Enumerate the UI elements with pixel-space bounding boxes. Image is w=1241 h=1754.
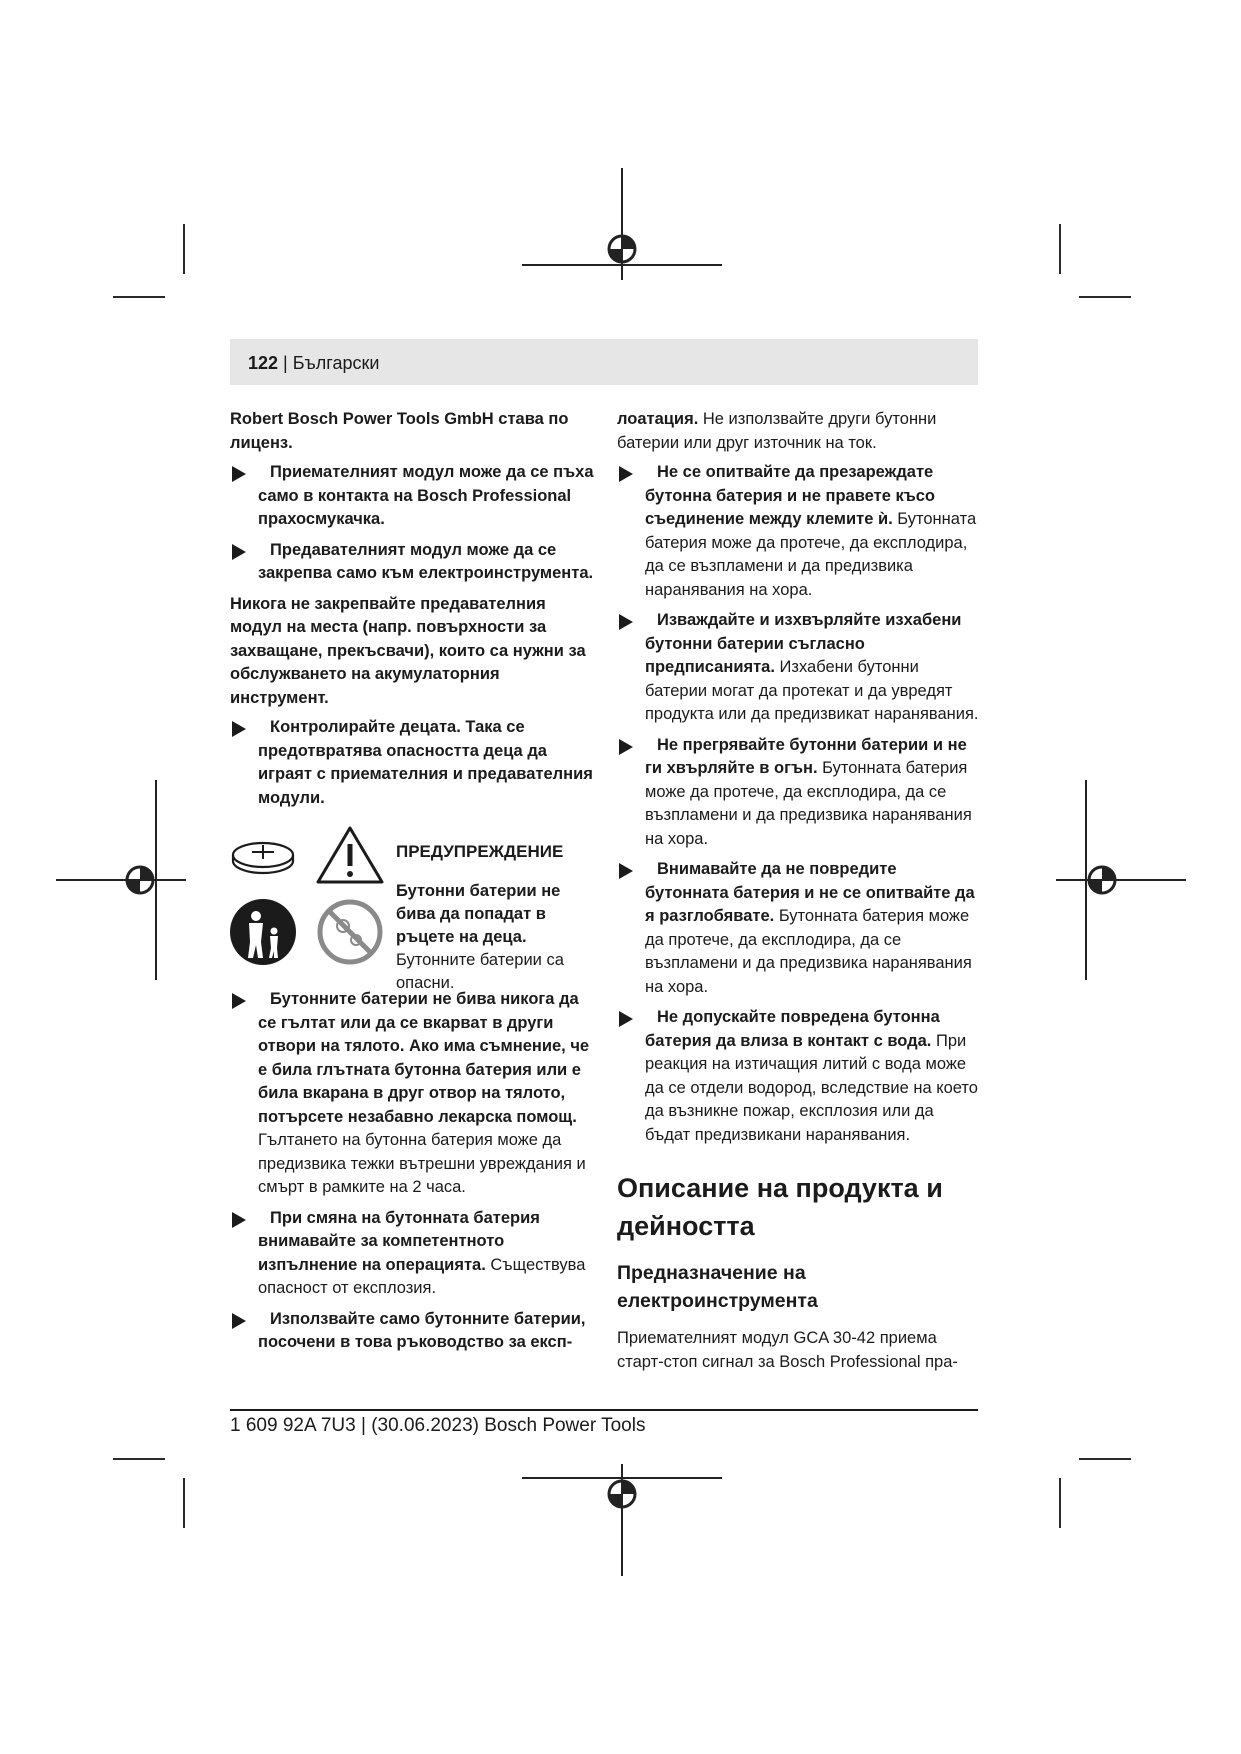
registration-mark-icon [56,780,196,980]
bullet-item: Приемателният модул може да се пъха само в контакта на Bosch Professional прахосмукачка. [230,461,600,532]
warning-icons [230,824,390,974]
registration-mark-icon [522,1440,722,1580]
bullet-arrow-icon [232,721,246,737]
crop-mark [1059,1478,1061,1528]
bullet-item: Не допускайте повредена бутонна батерия да влиза в контакт с вода. При реакция на изтичащия литий с вода може да се отдели водород, вследствие на което да възникне пожар, експлозия или да бъдат предизвикани наранявания. [617,1006,982,1147]
warning-title: ПРЕДУПРЕЖДЕНИЕ [396,842,564,861]
bullet-arrow-icon [619,466,633,482]
intro-paragraph: Robert Bosch Power Tools GmbH става по лиценз. [230,410,569,452]
bullet-item: Бутонните батерии не бива никога да се гълтат или да се вкарват в други отвори на тялото. Ако има съмнение, че е била глътната бутонна батерия или е била вкарана в друг отвор на тялото, потърсете незабавно лекарска помощ. Гълтането на бутонна батерия може да предизвика тежки вътрешни увреждания и смърт в рамките на 2 часа. [230,988,600,1200]
body-paragraph: Приемателният модул GCA 30-42 приема старт-стоп сигнал за Bosch Professional пра- [617,1329,958,1371]
bullet-arrow-icon [232,1313,246,1329]
crop-mark [1079,296,1131,298]
bullet-arrow-icon [619,739,633,755]
warning-block [230,824,600,992]
bullet-item: Не се опитвайте да презареждате бутонна батерия и не правете късо съединение между клемите ѝ. Бутонната батерия може да протече, да експлодира, да се възпламени и да предизвика наранявания на хора. [617,461,982,602]
warning-triangle-icon [318,828,382,882]
bullet-arrow-icon [232,993,246,1009]
bullet-item: Предавателният модул може да се закрепва само към електроинструмента. [230,539,600,586]
registration-mark-icon [522,168,722,308]
warning-text: Бутонни батерии не бива да попадат в ръцете на деца. Бутонните батерии са опасни. [396,882,564,992]
bullet-arrow-icon [619,614,633,630]
section-title: Описание на продукта и дейността [617,1173,943,1241]
crop-mark [113,1458,165,1460]
bullet-item: Използвайте само бутонните батерии, посочени в това ръководство за експ- [230,1308,600,1355]
page-number: 122 [248,353,279,373]
bullet-arrow-icon [232,544,246,560]
bullet-item: Внимавайте да не повредите бутонната батерия и не се опитвайте да я разглобявате. Бутонната батерия може да протече, да експлодира, да се възпламени и да предизвика наранявания на хора. [617,858,982,999]
crop-mark [1059,224,1061,274]
crop-mark [113,296,165,298]
subsection-title: Предназначение на електроинструмента [617,1262,818,1312]
bullet-arrow-icon [619,863,633,879]
page-footer: 1 609 92A 7U3 | (30.06.2023) Bosch Power Tools [230,1415,646,1436]
footer-rule [230,1409,978,1411]
continuation-paragraph: лоатация. Не използвайте други бутонни батерии или друг източник на ток. [617,410,937,452]
bullet-arrow-icon [232,466,246,482]
bullet-item: Не прегрявайте бутонни батерии и не ги хвърляйте в огън. Бутонната батерия може да протече, да експлодира, да се възпламени и да предизвика наранявания на хора. [617,734,982,852]
keep-away-from-children-icon [230,899,296,965]
page-header: 122 | Български [248,353,380,373]
notice-paragraph: Никога не закрепвайте предавателния модул на места (напр. повърхности за захващане, прекъсвачи), които са нужни за обслужването на акумулаторния инструмент. [230,594,586,707]
do-not-swallow-icon [320,902,380,962]
bullet-arrow-icon [619,1011,633,1027]
crop-mark [183,224,185,274]
crop-mark [1079,1458,1131,1460]
bullet-item: При смяна на бутонната батерия внимавайте за компетентното изпълнение на операцията. Съществува опасност от експлозия. [230,1207,600,1301]
left-column [230,408,600,1362]
bullet-arrow-icon [232,1212,246,1228]
bullet-item: Контролирайте децата. Така се предотвратява опасността деца да играят с приемателния и предавателния модули. [230,716,600,810]
registration-mark-icon [1046,780,1186,980]
header-language: Български [292,353,380,373]
right-column [617,408,982,1380]
crop-mark [183,1478,185,1528]
bullet-item: Изваждайте и изхвърляйте изхабени бутонни батерии съгласно предписанията. Изхабени бутонни батерии могат да протекат и да увредят продукта или да предизвикат наранявания. [617,609,982,727]
button-battery-icon [233,843,293,873]
